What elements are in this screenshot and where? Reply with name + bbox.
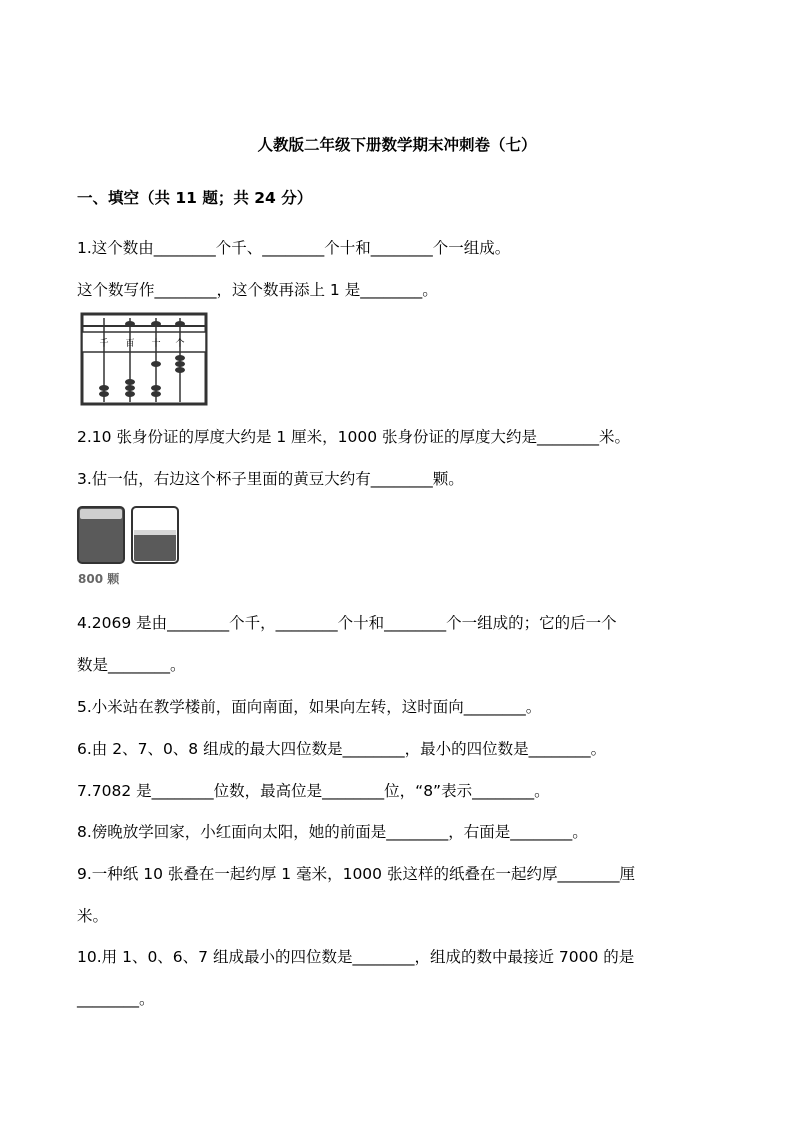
section-heading-fill-in: 一、填空（共 11 题；共 24 分）: [77, 189, 313, 207]
question-9-line-2: 米。: [77, 907, 109, 925]
question-9-line-1: 9.一种纸 10 张叠在一起约厚 1 毫米，1000 张这样的纸叠在一起约厚________厘: [77, 865, 635, 883]
abacus-label-thousands: 千: [99, 339, 109, 349]
abacus-bead: [175, 321, 185, 327]
beaker-top-highlight: [80, 509, 122, 519]
question-7: 7.7082 是________位数，最高位是________位，“8”表示________。: [77, 782, 550, 800]
page-title: 人教版二年级下册数学期末冲刺卷（七）: [257, 136, 537, 154]
question-4-line-2: 数是________。: [77, 656, 186, 674]
question-2: 2.10 张身份证的厚度大约是 1 厘米，1000 张身份证的厚度大约是________米。: [77, 428, 631, 446]
abacus-bead: [99, 391, 109, 397]
abacus-bead: [99, 385, 109, 391]
question-10-line-2: ________。: [77, 990, 155, 1008]
abacus-bead: [175, 361, 185, 367]
abacus-bead: [125, 321, 135, 327]
beaker-fill-surface: [134, 530, 176, 535]
abacus-label-hundreds: 百: [125, 339, 135, 349]
question-1-line-2: 这个数写作________，这个数再添上 1 是________。: [77, 281, 438, 299]
question-4-line-1: 4.2069 是由________个千，________个十和________个一组成的；它的后一个: [77, 614, 617, 632]
question-6: 6.由 2、7、0、8 组成的最大四位数是________，最小的四位数是________。: [77, 740, 607, 758]
abacus-label-ones: 个: [175, 339, 185, 349]
abacus-bead: [175, 355, 185, 361]
abacus-bead: [151, 361, 161, 367]
question-3: 3.估一估，右边这个杯子里面的黄豆大约有________颗。: [77, 470, 464, 488]
question-10-line-1: 10.用 1、0、6、7 组成最小的四位数是________，组成的数中最接近 7000 的是: [77, 948, 635, 966]
beaker-caption: 800 颗: [78, 572, 120, 586]
abacus-bead: [151, 321, 161, 327]
question-1-line-1: 1.这个数由________个千、________个十和________个一组成。: [77, 239, 511, 257]
abacus-bead: [151, 385, 161, 391]
abacus-bead: [151, 391, 161, 397]
abacus-label-tens: 十: [151, 339, 161, 349]
question-5: 5.小米站在教学楼前，面向南面，如果向左转，这时面向________。: [77, 698, 542, 716]
abacus-bead: [125, 385, 135, 391]
abacus-bead: [175, 367, 185, 373]
beaker-fill: [134, 533, 176, 561]
beakers-image: [76, 503, 188, 589]
abacus-bead: [125, 379, 135, 385]
abacus-image: [80, 312, 210, 408]
abacus-bead: [125, 391, 135, 397]
question-8: 8.傍晚放学回家，小红面向太阳，她的前面是________，右面是________。: [77, 823, 588, 841]
